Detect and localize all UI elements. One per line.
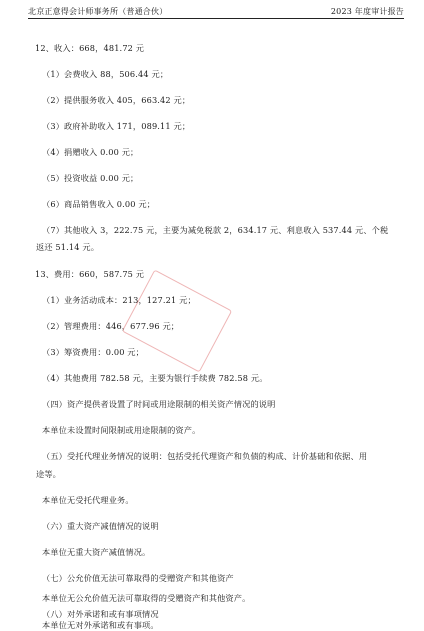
section-6-body: 本单位无重大资产减值情况。: [42, 547, 151, 557]
expense-item-1: （1）业务活动成本：213，127.21 元；: [42, 295, 196, 305]
header-report-title: 2023 年度审计报告: [330, 7, 404, 16]
expense-item-2: （2）管理费用：446，677.96 元；: [42, 321, 180, 331]
header-firm-name: 北京正意得会计师事务所（普通合伙）: [28, 7, 168, 16]
section-5-heading: （五）受托代理业务情况的说明：包括受托代理资产和负债的构成、计价基础和依据、用: [42, 451, 368, 461]
income-item-6: （6）商品销售收入 0.00 元；: [42, 199, 156, 209]
section-5-heading-cont: 途等。: [36, 469, 62, 479]
expense-total: 13、费用：660，587.75 元: [35, 269, 145, 279]
expense-item-3: （3）筹资费用：0.00 元；: [42, 347, 144, 357]
income-item-4: （4）捐赠收入 0.00 元；: [42, 147, 139, 157]
section-8-body: 本单位无对外承诺和或有事项。: [42, 620, 159, 630]
income-item-7-cont: 返还 51.14 元。: [36, 242, 100, 252]
income-item-1: （1）会费收入 88，506.44 元；: [42, 69, 169, 79]
section-7-body: 本单位无公允价值无法可靠取得的受赠资产和其他资产。: [42, 593, 251, 603]
income-item-7: （7）其他收入 3，222.75 元，主要为减免税款 2，634.17 元、利息收入 537.44 元、个税: [42, 225, 389, 235]
income-item-5: （5）投资收益 0.00 元；: [42, 173, 139, 183]
section-4-heading: （四）资产提供者设置了时间或用途限制的相关资产情况的说明: [42, 399, 276, 409]
section-8-heading: （八）对外承诺和或有事项情况: [42, 609, 159, 619]
page-header: [28, 6, 404, 19]
income-item-3: （3）政府补助收入 171，089.11 元；: [42, 121, 191, 131]
income-total: 12、收入：668，481.72 元: [35, 43, 145, 53]
section-5-body: 本单位无受托代理业务。: [42, 495, 134, 505]
section-6-heading: （六）重大资产减值情况的说明: [42, 521, 159, 531]
section-7-heading: （七）公允价值无法可靠取得的受赠资产和其他资产: [42, 573, 234, 583]
section-4-body: 本单位未设置时间限制或用途限制的资产。: [42, 425, 201, 435]
expense-item-4: （4）其他费用 782.58 元，主要为银行手续费 782.58 元。: [42, 373, 268, 383]
income-item-2: （2）提供服务收入 405，663.42 元；: [42, 95, 191, 105]
